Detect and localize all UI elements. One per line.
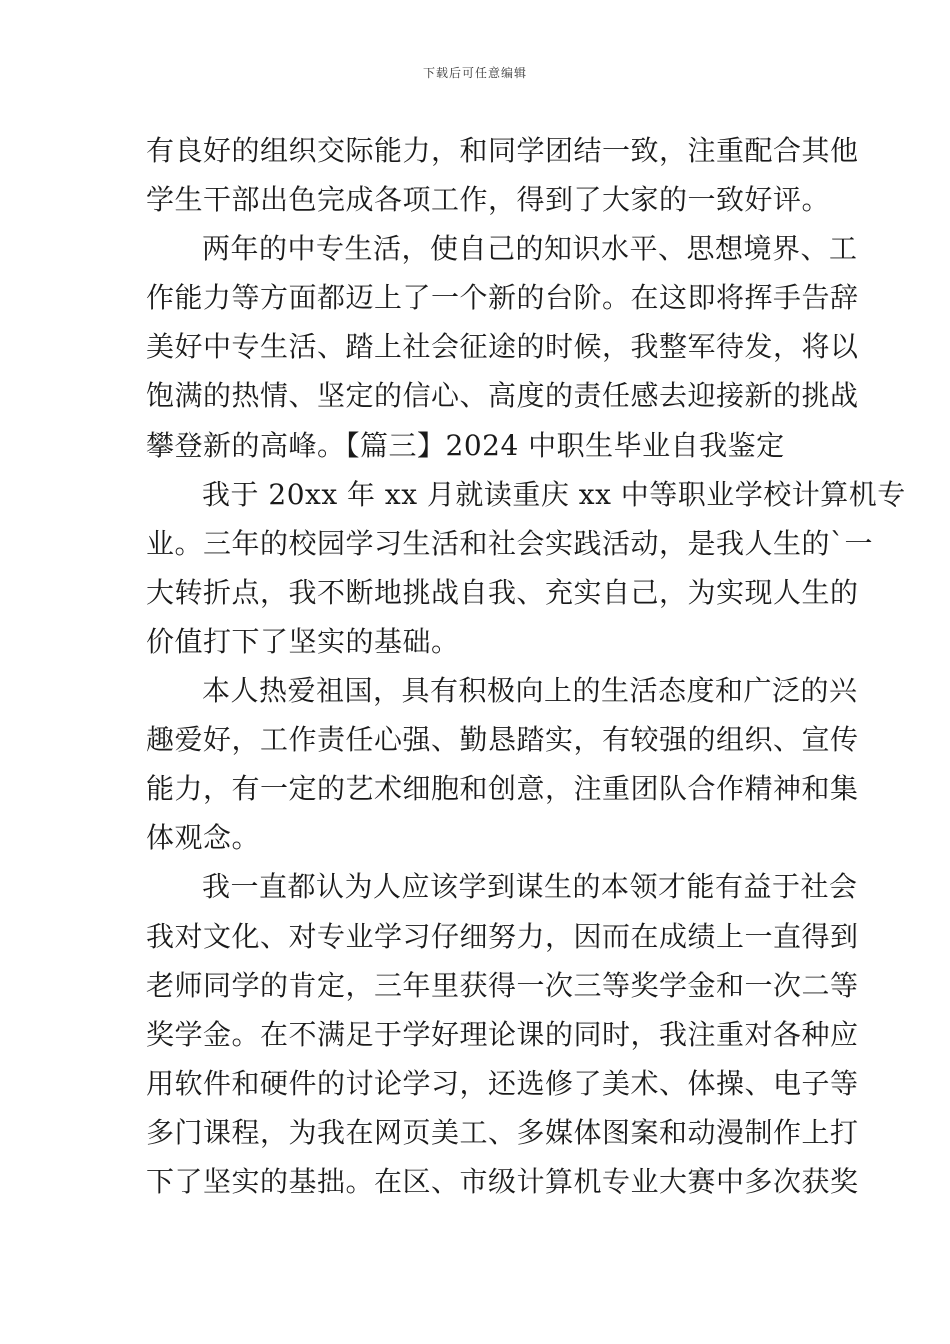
text-line: 本人热爱祖国，具有积极向上的生活态度和广泛的兴	[202, 674, 858, 708]
text-line: 下了坚实的基拙。在区、市级计算机专业大赛中多次获奖	[146, 1164, 859, 1198]
text-line: 趣爱好，工作责任心强、勤恳踏实，有较强的组织、宣传	[146, 723, 859, 757]
text-line: 作能力等方面都迈上了一个新的台阶。在这即将挥手告辞	[146, 281, 859, 315]
text-line: 体观念。	[146, 821, 261, 855]
text-line: 饱满的热情、坚定的信心、高度的责任感去迎接新的挑战	[146, 379, 859, 413]
text-line: 我一直都认为人应该学到谋生的本领才能有益于社会	[202, 870, 858, 904]
page-header: 下载后可任意编辑	[422, 66, 527, 80]
text-line: 奖学金。在不满足于学好理论课的同时，我注重对各种应	[146, 1017, 859, 1051]
text-line: 用软件和硬件的讨论学习，还选修了美术、体操、电子等	[146, 1066, 859, 1100]
text-line: 业。三年的校园学习生活和社会实践活动，是我人生的`一	[146, 526, 874, 560]
text-line: 多门课程，为我在网页美工、多媒体图案和动漫制作上打	[146, 1115, 859, 1149]
text-line: 攀登新的高峰。【篇三】2024 中职生毕业自我鉴定	[146, 428, 785, 462]
text-line: 两年的中专生活，使自己的知识水平、思想境界、工	[202, 232, 858, 266]
text-line: 能力，有一定的艺术细胞和创意，注重团队合作精神和集	[146, 772, 859, 806]
text-line: 老师同学的肯定，三年里获得一次三等奖学金和一次二等	[146, 968, 859, 1002]
text-line: 我于 20xx 年 xx 月就读重庆 xx 中等职业学校计算机专	[202, 477, 906, 511]
text-line: 价值打下了坚实的基础。	[146, 624, 460, 658]
text-line: 学生干部出色完成各项工作，得到了大家的一致好评。	[146, 183, 831, 217]
document-body	[146, 126, 906, 1206]
text-line: 大转折点，我不断地挑战自我、充实自己，为实现人生的	[146, 575, 859, 609]
text-line: 美好中专生活、踏上社会征途的时候，我整军待发，将以	[146, 330, 859, 364]
text-line: 我对文化、对专业学习仔细努力，因而在成绩上一直得到	[146, 919, 859, 953]
text-line: 有良好的组织交际能力，和同学团结一致，注重配合其他	[146, 134, 859, 167]
